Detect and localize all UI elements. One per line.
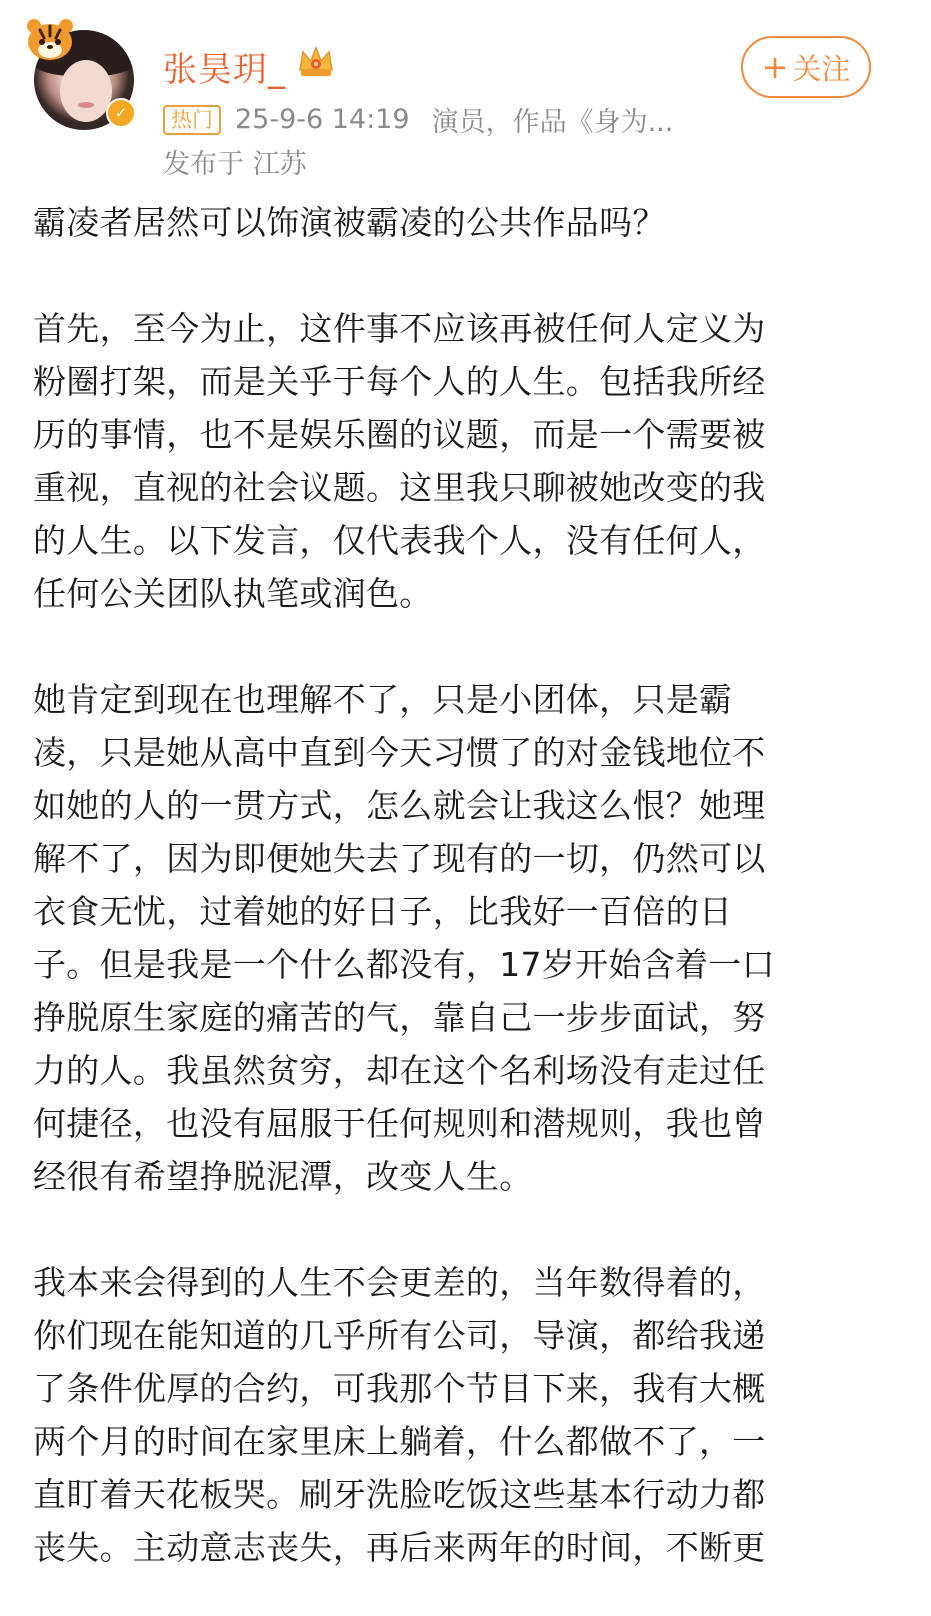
post-text-line: 经很有希望挣脱泥潭，改变人生。 — [33, 1157, 533, 1196]
post-meta — [163, 100, 673, 139]
avatar-container[interactable] — [34, 30, 134, 130]
follow-label: 关注 — [792, 51, 851, 86]
post-text-line: 你们现在能知道的几乎所有公司，导演，都给我递 — [33, 1316, 766, 1355]
post-text-line: 粉圈打架，而是关乎于每个人的人生。包括我所经 — [33, 362, 766, 401]
post-text-line: 解不了，因为即便她失去了现有的一切，仍然可以 — [33, 839, 766, 878]
paragraph-gap — [33, 1203, 899, 1256]
plus-icon: + — [761, 48, 789, 86]
crown-icon[interactable] — [296, 44, 336, 80]
post-text-line: 任何公关团队执笔或润色。 — [33, 574, 433, 613]
post-text-line: 直盯着天花板哭。刷牙洗脸吃饭这些基本行动力都 — [33, 1475, 766, 1514]
follow-button[interactable] — [741, 36, 871, 98]
post-content — [33, 196, 899, 1574]
post-header — [0, 0, 931, 190]
post-text-line: 重视，直视的社会议题。这里我只聊被她改变的我 — [33, 468, 766, 507]
post-text-line: 丧失。主动意志丧失，再后来两年的时间，不断更 — [33, 1528, 766, 1567]
post-text-line: 衣食无忧，过着她的好日子，比我好一百倍的日 — [33, 892, 733, 931]
post-text-line: 历的事情，也不是娱乐圈的议题，而是一个需要被 — [33, 415, 766, 454]
post-text-line: 我本来会得到的人生不会更差的，当年数得着的， — [33, 1263, 766, 1302]
post-text-line: 挣脱原生家庭的痛苦的气，靠自己一步步面试，努 — [33, 998, 766, 1037]
post-location: 发布于 江苏 — [163, 149, 307, 180]
post-text-line: 首先，至今为止，这件事不应该再被任何人定义为 — [33, 309, 766, 348]
post-text-line: 子。但是我是一个什么都没有，17岁开始含着一口 — [33, 945, 775, 984]
post-text-line: 凌，只是她从高中直到今天习惯了的对金钱地位不 — [33, 733, 766, 772]
tiger-badge-icon — [22, 16, 78, 64]
post-text-line: 两个月的时间在家里床上躺着，什么都做不了，一 — [33, 1422, 766, 1461]
hot-tag: 热门 — [163, 105, 221, 135]
post-text-line: 了条件优厚的合约，可我那个节目下来，我有大概 — [33, 1369, 766, 1408]
verified-badge-icon: ✓ — [106, 98, 136, 128]
post-text-line: 的人生。以下发言，仅代表我个人，没有任何人， — [33, 521, 766, 560]
post-text-line: 力的人。我虽然贫穷，却在这个名利场没有走过任 — [33, 1051, 766, 1090]
user-bio[interactable]: 演员，作品《身为... — [431, 107, 674, 138]
paragraph-gap — [33, 249, 899, 302]
username[interactable]: 张昊玥_ — [163, 50, 286, 90]
post-text-line: 霸凌者居然可以饰演被霸凌的公共作品吗？ — [33, 203, 666, 242]
post-timestamp: 25-9-6 14:19 — [235, 104, 410, 135]
paragraph-gap — [33, 620, 899, 673]
post-text-line: 何捷径，也没有屈服于任何规则和潜规则，我也曾 — [33, 1104, 766, 1143]
post-text-line: 如她的人的一贯方式，怎么就会让我这么恨？她理 — [33, 786, 766, 825]
post-text-line: 她肯定到现在也理解不了，只是小团体，只是霸 — [33, 680, 733, 719]
